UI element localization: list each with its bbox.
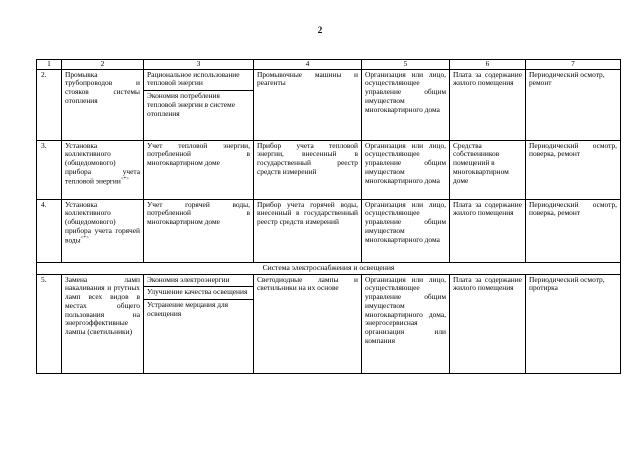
maintenance-cell: Периодический осмотр, ремонт	[526, 69, 621, 140]
maintenance-cell: Периодический осмотр, поверка, ремонт	[526, 199, 621, 262]
measure-cell	[62, 140, 144, 199]
footnote-mark: <*>	[80, 235, 89, 241]
measure-cell: Промывка трубопроводов и стояков системы отопления	[62, 69, 144, 140]
measure-text: Установка коллективного (общедомового) прибора учета горячей воды	[65, 199, 140, 245]
effect-item: Экономия электроэнергии	[147, 274, 230, 284]
row-number: 3.	[37, 140, 62, 199]
table-row	[37, 274, 621, 373]
equipment-cell: Светодиодные лампы и светильники на их основе	[254, 274, 362, 373]
row-number: 5.	[37, 274, 62, 373]
header-cell: 3	[144, 60, 254, 70]
effect-item: Улучшение качества освещения	[144, 286, 253, 297]
header-row	[37, 60, 621, 70]
financing-cell: Плата за содержание жилого помещения	[450, 274, 526, 373]
section-row	[37, 262, 621, 274]
effect-item: Учет тепловой энергии, потребленной в многоквартирном доме	[147, 140, 250, 168]
executor-cell: Организация или лицо, осуществляющее управление общим имуществом многоквартирного дома	[362, 69, 450, 140]
footnote-mark: <*>	[120, 176, 129, 182]
effect-item: Учет горячей воды, потребленной в многоквартирном доме	[147, 199, 250, 227]
financing-cell: Средства собственников помещений в многоквартирном доме	[450, 140, 526, 199]
equipment-cell: Прибор учета горячей воды, внесенный в государственный реестр средств измерений	[254, 199, 362, 262]
financing-cell: Плата за содержание жилого помещения	[450, 69, 526, 140]
effects-cell	[144, 274, 254, 373]
effects-cell	[144, 199, 254, 262]
measures-table	[36, 59, 621, 374]
equipment-cell: Промывочные машины и реагенты	[254, 69, 362, 140]
header-cell: 5	[362, 60, 450, 70]
measure-cell: Замена ламп накаливания и ртутных ламп всех видов в местах общего пользования на энергоэффективные лампы (светильники)	[62, 274, 144, 373]
financing-cell: Плата за содержание жилого помещения	[450, 199, 526, 262]
header-cell: 1	[37, 60, 62, 70]
row-number: 4.	[37, 199, 62, 262]
effect-item: Рациональное использование тепловой энергии	[147, 69, 240, 88]
section-title: Система электроснабжения и освещения	[37, 262, 621, 274]
header-cell: 4	[254, 60, 362, 70]
measure-cell	[62, 199, 144, 262]
effects-cell	[144, 69, 254, 140]
effect-item: Устранение мерцания для освещения	[144, 299, 253, 318]
table-row	[37, 69, 621, 140]
executor-cell: Организация или лицо, осуществляющее управление общим имуществом многоквартирного дома	[362, 199, 450, 262]
table-row	[37, 140, 621, 199]
maintenance-cell: Периодический осмотр, поверка, ремонт	[526, 140, 621, 199]
page-number: 2	[317, 25, 323, 35]
maintenance-cell: Периодический осмотр, протирка	[526, 274, 621, 373]
executor-cell: Организация или лицо, осуществляющее управление общим имуществом многоквартирного дома	[362, 140, 450, 199]
effects-cell	[144, 140, 254, 199]
row-number: 2.	[37, 69, 62, 140]
header-cell: 7	[526, 60, 621, 70]
effect-item: Экономия потребления тепловой энергии в системе отопления	[144, 90, 253, 118]
measure-text: Установка коллективного (общедомового) прибора учета тепловой энергии	[65, 140, 140, 186]
header-cell: 2	[62, 60, 144, 70]
table-row	[37, 199, 621, 262]
header-cell: 6	[450, 60, 526, 70]
equipment-cell: Прибор учета тепловой энергии, внесенный в государственный реестр средств измерений	[254, 140, 362, 199]
executor-cell: Организация или лицо, осуществляющее управление общим имуществом многоквартирного дома, энергосервисная организация или компания	[362, 274, 450, 373]
